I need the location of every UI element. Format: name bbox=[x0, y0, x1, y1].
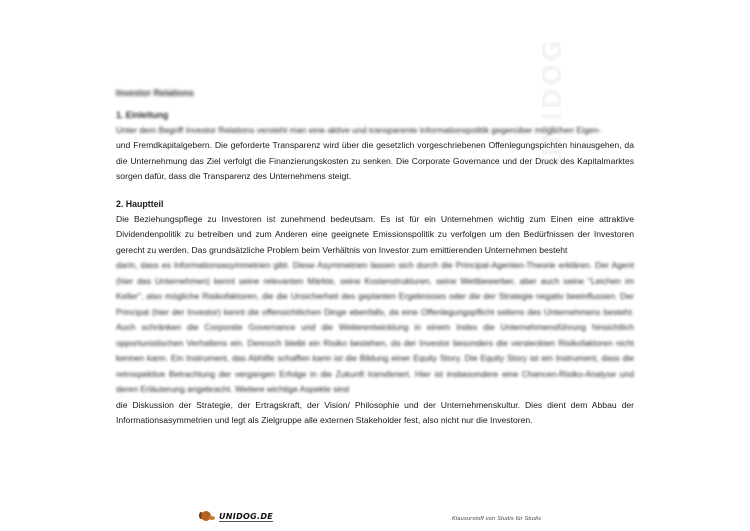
section-heading: 1. Einleitung bbox=[116, 109, 169, 120]
paragraph: und Fremdkapitalgebern. Die geforderte Transparenz wird über die gesetzlich vorgeschriebenen Offenlegungspichten hinausgehen, da die Unternehmung das Ziel verfolgt die Finanzierungskosten zu senken. Die Corporate Governance und der Druck des Kapitalmarktes sorgen dafür, dass die Transparenz des Unternehmens steigt. bbox=[116, 140, 634, 181]
footer-credit: Klausurstoff von Studis für Studis bbox=[452, 516, 542, 522]
paragraph-blurred: Unter dem Begriff Investor Relations versteht man eine aktive und transparente Informationspolitik gegenüber möglichen Eigen- bbox=[116, 124, 602, 135]
section-hauptteil bbox=[116, 197, 634, 429]
paragraph: Die Beziehungspflege zu Investoren ist zunehmend bedeutsam. Es ist für ein Unternehmen wichtig zum Einen eine attraktive Dividendenpolitik zu betreiben und zum Anderen eine geeignete Emissionspolitik zu verfolgen um den Bedürfnissen der Investoren gerecht zu werden. Das grundsätzliche Problem beim Verhältnis von Investor zum emittierenden Unternehmen besteht bbox=[116, 213, 634, 255]
section-spacer bbox=[116, 185, 634, 197]
paragraph-blurred: darin, dass es Informationsasymmetrien gibt. Diese Asymmetrien lassen sich durch die Principal-Agenten-Theorie erklären. Der Agent (hier das Unternehmen) kennt seine relevanten Märkte, seine Kostenstrukturen, seine Wettbewerber, aber auch seine "Leichen im Keller", also mögliche Risikofaktoren, die die Unsicherheit des geplanten Ergebnisses oder die der Strategie negativ beeinflussen. Der Principal (hier der Investor) kennt die offensichtlichen Dinge ebenfalls, da eine Offenlegungspflicht seitens des Unternehmens besteht. Auch schränken die Corporate Governance und die Weiterentwicklung in einem Index die Unternehmensführung hinsichtlich opportunistischen Verhaltens ein. Dennoch bleibt ein Risiko bestehen, da der Investor besonders die versteckten Risikofaktoren nicht kennen kann. Ein Instrument, das Abhilfe schaffen kann ist die Bildung einer Equity Story. Die Equity Story ist ein Instrument, dass die retrospektive Betrachtung der vergangen Erfolge in die Zukunft transferiert. Hier ist insbesondere eine Chancen-Risiko-Analyse und deren Erläuterung angebracht. Weitere wichtige Aspekte sind bbox=[116, 260, 634, 394]
footer-logo[interactable] bbox=[200, 511, 273, 523]
document-body bbox=[116, 86, 634, 429]
dog-logo-icon bbox=[200, 511, 216, 523]
logo-text: UNIDOG.DE bbox=[219, 512, 274, 521]
document-title: Investor Relations bbox=[116, 88, 195, 98]
paragraph: die Diskussion der Strategie, der Ertragskraft, der Vision/ Philosophie und der Unternehmenskultur. Dies dient dem Abbau der Informationsasymmetrien und legt als Zielgruppe alle externen Stakeholder fest, also nicht nur die Investoren. bbox=[116, 399, 634, 425]
section-einleitung bbox=[116, 108, 634, 185]
section-heading: 2. Hauptteil bbox=[116, 198, 164, 209]
